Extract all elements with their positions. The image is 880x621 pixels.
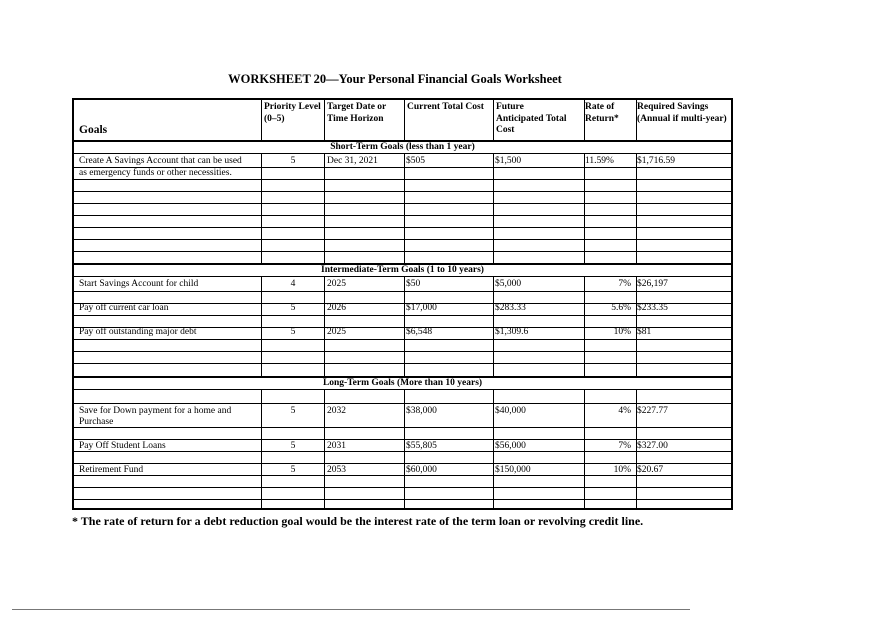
target-cell: Dec 31, 2021	[327, 156, 378, 166]
row-line	[74, 475, 731, 476]
rate-cell: 11.59%	[585, 156, 614, 166]
target-cell: 2032	[327, 406, 346, 416]
goal-cell-continued: as emergency funds or other necessities.	[79, 168, 232, 178]
rate-cell: 10%	[613, 465, 631, 475]
row-line	[74, 439, 731, 440]
current-cost-cell: $17,000	[406, 303, 437, 313]
row-line	[74, 291, 731, 292]
row-line	[74, 315, 731, 316]
row-line	[74, 499, 731, 500]
future-cost-cell: $1,309.6	[495, 327, 529, 337]
row-line	[74, 153, 731, 154]
current-cost-cell: $6,548	[406, 327, 433, 337]
row-line	[74, 203, 731, 204]
rate-cell: 7%	[618, 279, 631, 289]
row-line	[74, 427, 731, 428]
rate-cell: 7%	[618, 441, 631, 451]
row-line	[74, 227, 731, 228]
priority-cell: 5	[290, 303, 296, 313]
col-divider	[324, 100, 325, 508]
col-divider	[493, 100, 494, 508]
required-savings-cell: $327.00	[637, 441, 668, 451]
row-line	[74, 451, 731, 452]
row-line	[74, 276, 731, 277]
priority-cell: 4	[290, 279, 296, 289]
goal-cell: Pay off current car loan	[79, 303, 169, 313]
priority-cell: 5	[290, 441, 296, 451]
future-cost-cell: $150,000	[495, 465, 531, 475]
target-cell: 2053	[327, 465, 346, 475]
row-line	[74, 463, 731, 464]
row-line	[74, 303, 731, 304]
future-cost-cell: $56,000	[495, 441, 526, 451]
row-line	[74, 251, 731, 252]
section-label-intermediate-term: Intermediate-Term Goals (1 to 10 years)	[321, 265, 484, 275]
required-savings-cell: $1,716.59	[637, 156, 675, 166]
current-cost-cell: $50	[406, 279, 421, 289]
row-line	[74, 191, 731, 192]
header-rate-of-return: Rate of Return*	[585, 102, 619, 124]
future-cost-cell: $1,500	[495, 156, 522, 166]
row-line	[74, 351, 731, 352]
rate-cell: 5.6%	[611, 303, 631, 313]
header-goals: Goals	[79, 124, 108, 136]
header-target-date: Target Date or Time Horizon	[327, 102, 387, 124]
goal-cell: Pay Off Student Loans	[79, 441, 166, 451]
required-savings-cell: $20.67	[637, 465, 664, 475]
future-cost-cell: $283.33	[495, 303, 526, 313]
current-cost-cell: $505	[406, 156, 425, 166]
goal-cell: Retirement Fund	[79, 465, 144, 475]
goal-cell: Create A Savings Account that can be used	[79, 156, 242, 166]
target-cell: 2025	[327, 327, 346, 337]
goal-cell: Start Savings Account for child	[79, 279, 199, 289]
header-future-cost: Future Anticipated Total Cost	[496, 102, 567, 135]
required-savings-cell: $227.77	[637, 406, 668, 416]
row-line	[74, 239, 731, 240]
current-cost-cell: $60,000	[406, 465, 437, 475]
priority-cell: 5	[290, 156, 296, 166]
worksheet-title: WORKSHEET 20—Your Personal Financial Goals Worksheet	[228, 72, 562, 86]
section-label-short-term: Short-Term Goals (less than 1 year)	[330, 142, 475, 152]
row-line	[74, 339, 731, 340]
header-priority: Priority Level (0–5)	[264, 102, 321, 124]
row-line	[74, 487, 731, 488]
goal-cell: Save for Down payment for a home and	[79, 406, 232, 416]
required-savings-cell: $26,197	[637, 279, 668, 289]
section-label-long-term: Long-Term Goals (More than 10 years)	[322, 378, 483, 388]
goal-cell-continued: Purchase	[79, 417, 114, 427]
header-required-savings: Required Savings (Annual if multi-year)	[637, 102, 727, 124]
target-cell: 2031	[327, 441, 346, 451]
row-line	[74, 363, 731, 364]
required-savings-cell: $81	[637, 327, 652, 337]
goal-cell: Pay off outstanding major debt	[79, 327, 197, 337]
current-cost-cell: $38,000	[406, 406, 437, 416]
footnote: * The rate of return for a debt reduction goal would be the interest rate of the term loan or revolving credit line.	[72, 514, 644, 528]
col-divider	[404, 100, 405, 508]
goals-worksheet-table	[72, 98, 733, 510]
priority-cell: 5	[290, 327, 296, 337]
current-cost-cell: $55,805	[406, 441, 437, 451]
row-line	[74, 389, 731, 390]
future-cost-cell: $5,000	[495, 279, 522, 289]
row-line	[74, 179, 731, 180]
row-line	[74, 215, 731, 216]
future-cost-cell: $40,000	[495, 406, 526, 416]
header-current-cost: Current Total Cost	[407, 102, 484, 112]
rate-cell: 10%	[613, 327, 631, 337]
page-bottom-rule	[12, 609, 690, 610]
row-line	[74, 403, 731, 404]
required-savings-cell: $233.35	[637, 303, 668, 313]
rate-cell: 4%	[618, 406, 631, 416]
target-cell: 2025	[327, 279, 346, 289]
priority-cell: 5	[290, 406, 296, 416]
target-cell: 2026	[327, 303, 346, 313]
priority-cell: 5	[290, 465, 296, 475]
